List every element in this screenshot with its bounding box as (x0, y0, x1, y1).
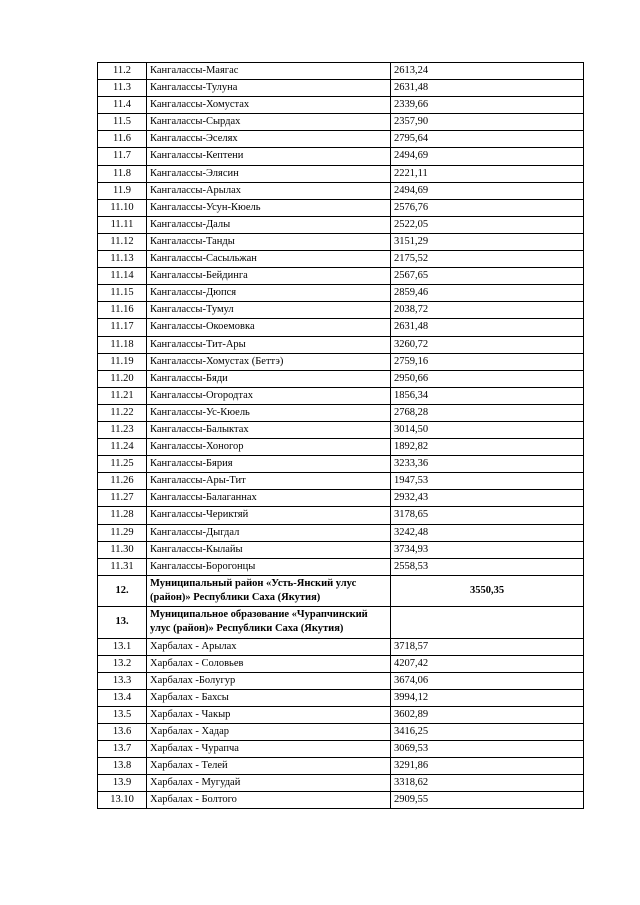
row-number: 11.9 (98, 182, 147, 199)
row-number: 11.5 (98, 114, 147, 131)
tariff-value: 3014,50 (391, 421, 584, 438)
row-number: 11.30 (98, 541, 147, 558)
table-row (98, 251, 584, 268)
table-row (98, 524, 584, 541)
tariff-value: 4207,42 (391, 655, 584, 672)
table-row (98, 792, 584, 809)
tariff-value: 1892,82 (391, 439, 584, 456)
table-row (98, 706, 584, 723)
settlement-name: Кангалассы-Усун-Кюель (147, 199, 391, 216)
table-row (98, 456, 584, 473)
table-row (98, 421, 584, 438)
tariff-value: 3674,06 (391, 672, 584, 689)
table-row (98, 63, 584, 80)
row-number: 11.14 (98, 268, 147, 285)
settlement-name: Кангалассы-Арылах (147, 182, 391, 199)
settlement-name: Кангалассы-Хоногор (147, 439, 391, 456)
settlement-name: Кангалассы-Окоемовка (147, 319, 391, 336)
table-row (98, 655, 584, 672)
row-number: 11.31 (98, 558, 147, 575)
settlement-name: Кангалассы-Эселях (147, 131, 391, 148)
table-row (98, 439, 584, 456)
row-number: 11.8 (98, 165, 147, 182)
table-row (98, 370, 584, 387)
table-row (98, 507, 584, 524)
tariff-value: 3318,62 (391, 775, 584, 792)
tariff-value: 2950,66 (391, 370, 584, 387)
table-row (98, 165, 584, 182)
settlement-name: Кангалассы-Балыктах (147, 421, 391, 438)
table-row (98, 541, 584, 558)
table-row (98, 607, 584, 638)
table-row (98, 758, 584, 775)
row-number: 13.9 (98, 775, 147, 792)
tariff-value: 3602,89 (391, 706, 584, 723)
settlement-name: Кангалассы-Сасыльжан (147, 251, 391, 268)
settlement-name: Харбалах - Арылах (147, 638, 391, 655)
settlement-name: Кангалассы-Ары-Тит (147, 473, 391, 490)
tariff-value (391, 607, 584, 638)
settlement-name: Кангалассы-Кылайы (147, 541, 391, 558)
row-number: 11.20 (98, 370, 147, 387)
table-row (98, 336, 584, 353)
settlement-name: Кангалассы-Тумул (147, 302, 391, 319)
row-number: 11.11 (98, 216, 147, 233)
tariff-table (97, 62, 584, 809)
table-row (98, 575, 584, 606)
table-row (98, 199, 584, 216)
settlement-name: Харбалах - Чурапча (147, 741, 391, 758)
row-number: 11.24 (98, 439, 147, 456)
settlement-name: Кангалассы-Дюпся (147, 285, 391, 302)
tariff-value: 2038,72 (391, 302, 584, 319)
settlement-name: Кангалассы-Маягас (147, 63, 391, 80)
row-number: 11.23 (98, 421, 147, 438)
tariff-value: 2932,43 (391, 490, 584, 507)
settlement-name: Кангалассы-Далы (147, 216, 391, 233)
row-number: 11.6 (98, 131, 147, 148)
row-number: 11.2 (98, 63, 147, 80)
settlement-name: Кангалассы-Сырдах (147, 114, 391, 131)
table-row (98, 182, 584, 199)
table-row (98, 97, 584, 114)
settlement-name: Кангалассы-Дыгдал (147, 524, 391, 541)
table-row (98, 490, 584, 507)
tariff-value: 2494,69 (391, 182, 584, 199)
table-row (98, 302, 584, 319)
settlement-name: Кангалассы-Хомустах (147, 97, 391, 114)
settlement-name: Харбалах - Болтого (147, 792, 391, 809)
settlement-name: Кангалассы-Ус-Кюель (147, 404, 391, 421)
tariff-value: 2522,05 (391, 216, 584, 233)
table-body (98, 63, 584, 809)
table-row (98, 353, 584, 370)
tariff-value: 1947,53 (391, 473, 584, 490)
table-row (98, 672, 584, 689)
tariff-value: 2357,90 (391, 114, 584, 131)
tariff-value: 2613,24 (391, 63, 584, 80)
tariff-value: 2175,52 (391, 251, 584, 268)
settlement-name: Кангалассы-Чериктяй (147, 507, 391, 524)
settlement-name: Кангалассы-Бейдинга (147, 268, 391, 285)
settlement-name: Харбалах -Болугур (147, 672, 391, 689)
tariff-value: 2221,11 (391, 165, 584, 182)
row-number: 13.7 (98, 741, 147, 758)
tariff-value: 2768,28 (391, 404, 584, 421)
settlement-name: Муниципальный район «Усть-Янский улус (район)» Республики Саха (Якутия) (147, 575, 391, 606)
tariff-value: 2567,65 (391, 268, 584, 285)
row-number: 13.10 (98, 792, 147, 809)
row-number: 13.4 (98, 689, 147, 706)
settlement-name: Кангалассы-Борогонцы (147, 558, 391, 575)
tariff-value: 2909,55 (391, 792, 584, 809)
row-number: 13.5 (98, 706, 147, 723)
tariff-value: 2795,64 (391, 131, 584, 148)
row-number: 11.12 (98, 233, 147, 250)
settlement-name: Кангалассы-Бяди (147, 370, 391, 387)
row-number: 13. (98, 607, 147, 638)
table-row (98, 387, 584, 404)
tariff-value: 3260,72 (391, 336, 584, 353)
row-number: 11.21 (98, 387, 147, 404)
table-row (98, 741, 584, 758)
row-number: 11.15 (98, 285, 147, 302)
row-number: 11.19 (98, 353, 147, 370)
row-number: 11.25 (98, 456, 147, 473)
table-row (98, 80, 584, 97)
row-number: 13.8 (98, 758, 147, 775)
settlement-name: Кангалассы-Балаганнах (147, 490, 391, 507)
row-number: 13.3 (98, 672, 147, 689)
tariff-value: 2759,16 (391, 353, 584, 370)
table-row (98, 558, 584, 575)
tariff-value: 3291,86 (391, 758, 584, 775)
row-number: 13.1 (98, 638, 147, 655)
table-row (98, 723, 584, 740)
tariff-value: 3242,48 (391, 524, 584, 541)
settlement-name: Кангалассы-Тулуна (147, 80, 391, 97)
table-row (98, 285, 584, 302)
row-number: 11.27 (98, 490, 147, 507)
tariff-value: 3233,36 (391, 456, 584, 473)
settlement-name: Кангалассы-Огородтах (147, 387, 391, 404)
tariff-value: 3994,12 (391, 689, 584, 706)
row-number: 11.17 (98, 319, 147, 336)
tariff-value: 3069,53 (391, 741, 584, 758)
tariff-value: 3718,57 (391, 638, 584, 655)
settlement-name: Кангалассы-Танды (147, 233, 391, 250)
settlement-name: Харбалах - Чакыр (147, 706, 391, 723)
table-row (98, 233, 584, 250)
settlement-name: Кангалассы-Элясин (147, 165, 391, 182)
settlement-name: Харбалах - Хадар (147, 723, 391, 740)
tariff-value: 2859,46 (391, 285, 584, 302)
settlement-name: Кангалассы-Тит-Ары (147, 336, 391, 353)
table-row (98, 114, 584, 131)
row-number: 11.16 (98, 302, 147, 319)
row-number: 11.22 (98, 404, 147, 421)
table-row (98, 319, 584, 336)
table-row (98, 148, 584, 165)
row-number: 11.28 (98, 507, 147, 524)
tariff-value: 2576,76 (391, 199, 584, 216)
row-number: 11.4 (98, 97, 147, 114)
tariff-value: 2631,48 (391, 80, 584, 97)
tariff-value: 3734,93 (391, 541, 584, 558)
tariff-value: 3178,65 (391, 507, 584, 524)
settlement-name: Харбалах - Бахсы (147, 689, 391, 706)
table-row (98, 638, 584, 655)
tariff-value: 3151,29 (391, 233, 584, 250)
row-number: 12. (98, 575, 147, 606)
row-number: 11.18 (98, 336, 147, 353)
settlement-name: Харбалах - Мугудай (147, 775, 391, 792)
settlement-name: Кангалассы-Хомустах (Беттэ) (147, 353, 391, 370)
table-row (98, 473, 584, 490)
tariff-value: 2339,66 (391, 97, 584, 114)
row-number: 11.29 (98, 524, 147, 541)
table-row (98, 775, 584, 792)
table-row (98, 216, 584, 233)
settlement-name: Кангалассы-Кептени (147, 148, 391, 165)
row-number: 13.2 (98, 655, 147, 672)
row-number: 11.3 (98, 80, 147, 97)
row-number: 11.13 (98, 251, 147, 268)
settlement-name: Кангалассы-Бярия (147, 456, 391, 473)
tariff-value: 2494,69 (391, 148, 584, 165)
row-number: 11.26 (98, 473, 147, 490)
settlement-name: Муниципальное образование «Чурапчинский улус (район)» Республики Саха (Якутия) (147, 607, 391, 638)
settlement-name: Харбалах - Телей (147, 758, 391, 775)
tariff-value: 3550,35 (391, 575, 584, 606)
table-row (98, 404, 584, 421)
table-row (98, 689, 584, 706)
row-number: 13.6 (98, 723, 147, 740)
settlement-name: Харбалах - Соловьев (147, 655, 391, 672)
table-row (98, 131, 584, 148)
tariff-value: 2558,53 (391, 558, 584, 575)
tariff-value: 2631,48 (391, 319, 584, 336)
tariff-value: 1856,34 (391, 387, 584, 404)
row-number: 11.7 (98, 148, 147, 165)
tariff-value: 3416,25 (391, 723, 584, 740)
row-number: 11.10 (98, 199, 147, 216)
table-row (98, 268, 584, 285)
